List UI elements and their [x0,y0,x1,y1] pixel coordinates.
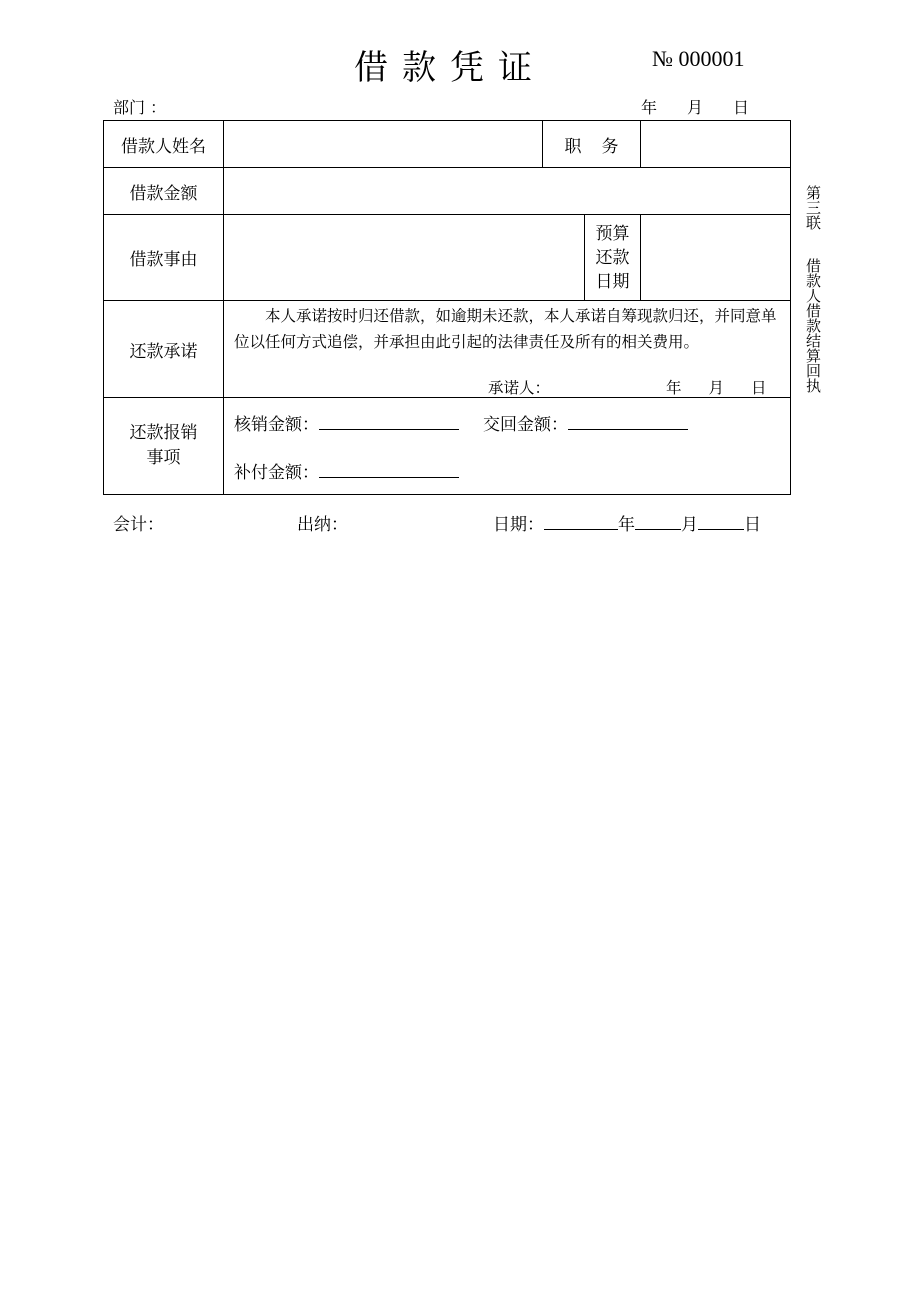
header-year: 年 [641,98,658,117]
borrower-name-label: 借款人姓名 [104,121,224,168]
position-field[interactable] [641,121,791,168]
header-month: 月 [687,98,704,117]
supplement-amount: 补付金额： [234,458,459,483]
loan-amount-label: 借款金额 [104,168,224,215]
returned-amount-field[interactable] [568,414,688,430]
due-date-label: 预算 还款 日期 [585,215,641,301]
dept-label: 部门 ： [113,98,167,117]
footer-date: 日期： 年 月 日 [493,515,761,535]
repayment-promise-label: 还款承诺 [104,301,224,398]
settlement-cell [224,398,791,495]
promise-date: 年 月 日 [666,379,767,397]
footer-year-field[interactable] [544,514,618,530]
due-date-field[interactable] [641,215,791,301]
copy-number: 第三联 [804,185,822,230]
cashier-label: 出纳： [297,515,348,535]
loan-reason-field[interactable] [224,215,585,301]
loan-reason-label: 借款事由 [104,215,224,301]
serial-number: № 000001 [652,46,745,71]
accountant-label: 会计： [113,515,164,535]
footer-day-field[interactable] [698,514,744,530]
settlement-label: 还款报销 事项 [104,398,224,495]
copy-purpose: 借款人借款结算回执 [804,258,822,393]
writeoff-amount-field[interactable] [319,414,459,430]
footer-month-field[interactable] [635,514,681,530]
writeoff-amount: 核销金额： [234,410,459,435]
returned-amount: 交回金额： [483,410,688,435]
promise-text: 本人承诺按时归还借款，如逾期未还款，本人承诺自筹现款归还，并同意单位以任何方式追偿，并承担由此引起的法律责任及所有的相关费用。 [234,307,777,351]
supplement-amount-field[interactable] [319,462,459,478]
promiser-label: 承诺人： [488,379,551,397]
loan-form-table [103,120,791,495]
repayment-promise-cell [224,301,791,398]
loan-amount-field[interactable] [224,168,791,215]
position-label: 职 务 [543,121,641,168]
side-note [802,185,824,393]
header-date [641,95,749,118]
header-day: 日 [733,98,750,117]
page-title: 借款凭证 [354,48,546,88]
borrower-name-field[interactable] [224,121,543,168]
